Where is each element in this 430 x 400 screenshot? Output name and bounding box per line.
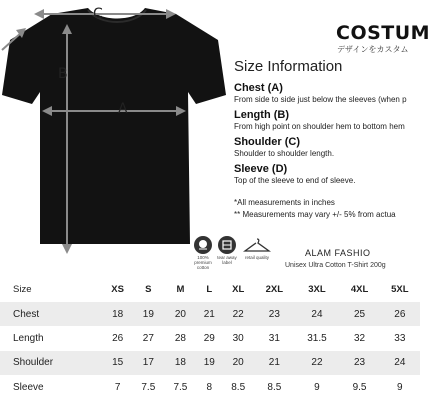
table-header-cell: 2XL	[254, 278, 294, 302]
table-header-cell: XS	[103, 278, 132, 302]
table-row-length	[0, 326, 420, 350]
table-cell: 9	[294, 375, 339, 399]
table-header-row	[0, 278, 420, 302]
sleeve-heading: Sleeve (D)	[234, 163, 288, 175]
table-cell: 24	[294, 302, 339, 326]
table-header-cell: L	[196, 278, 222, 302]
table-cell: 8.5	[254, 375, 294, 399]
table-cell: 7.5	[132, 375, 164, 399]
table-cell: 19	[132, 302, 164, 326]
table-cell: 26	[103, 326, 132, 350]
dimension-label-b: B	[58, 66, 68, 82]
table-cell: 9	[380, 375, 420, 399]
table-cell: 21	[254, 351, 294, 375]
product-brand-line: ALAM FASHIO	[305, 248, 371, 258]
table-cell: 23	[254, 302, 294, 326]
table-cell: Sleeve	[0, 375, 103, 399]
table-row-sleeve	[0, 375, 420, 399]
table-cell: 20	[164, 302, 196, 326]
shoulder-arrowhead-left	[34, 9, 44, 19]
table-row-shoulder	[0, 351, 420, 375]
sleeve-description: Top of the sleeve to end of sleeve.	[234, 176, 356, 185]
measurement-note: *All measurements in inches	[234, 198, 335, 207]
tshirt-illustration	[0, 0, 232, 262]
table-cell: 27	[132, 326, 164, 350]
table-cell: 17	[132, 351, 164, 375]
table-cell: 25	[339, 302, 379, 326]
badge-cotton-label: 100% premium cotton	[194, 255, 212, 270]
shoulder-heading: Shoulder (C)	[234, 136, 300, 148]
table-cell: 31.5	[294, 326, 339, 350]
table-cell: 9.5	[339, 375, 379, 399]
table-cell: 28	[164, 326, 196, 350]
hanger-icon	[241, 236, 273, 255]
table-cell: 33	[380, 326, 420, 350]
table-cell: 22	[222, 302, 254, 326]
table-cell: 24	[380, 351, 420, 375]
table-cell: 23	[339, 351, 379, 375]
table-cell: 18	[164, 351, 196, 375]
table-cell: 31	[254, 326, 294, 350]
brand-subtitle: デザインをカスタム	[337, 45, 409, 54]
table-cell: Length	[0, 326, 103, 350]
length-heading: Length (B)	[234, 109, 289, 121]
table-cell: 15	[103, 351, 132, 375]
table-cell: 18	[103, 302, 132, 326]
table-header-cell: 5XL	[380, 278, 420, 302]
chest-description: From side to side just below the sleeves (when p	[234, 95, 407, 104]
badge-cotton	[190, 236, 216, 270]
dimension-label-c: C	[93, 6, 103, 22]
table-header-cell: Size	[0, 278, 103, 302]
table-header-cell: 4XL	[339, 278, 379, 302]
cotton-icon	[194, 236, 212, 254]
length-arrowhead-bottom	[62, 244, 72, 254]
table-cell: Chest	[0, 302, 103, 326]
table-cell: 30	[222, 326, 254, 350]
badge-retail	[241, 236, 273, 260]
size-chart-table	[0, 278, 420, 400]
table-header-cell: XL	[222, 278, 254, 302]
table-cell: 26	[380, 302, 420, 326]
variance-note: ** Measurements may vary +/- 5% from actua	[234, 210, 396, 219]
length-description: From high point on shoulder hem to bottom hem	[234, 122, 405, 131]
size-info-title: Size Information	[234, 58, 343, 75]
table-row-chest	[0, 302, 420, 326]
table-cell: 8	[196, 375, 222, 399]
table-cell: 8.5	[222, 375, 254, 399]
badge-label-text: tear away label	[217, 255, 237, 265]
table-cell: Shoulder	[0, 351, 103, 375]
table-cell: 22	[294, 351, 339, 375]
table-cell: 7.5	[164, 375, 196, 399]
product-description: Unisex Ultra Cotton T-Shirt 200g	[285, 262, 386, 269]
table-cell: 21	[196, 302, 222, 326]
dimension-label-a: A	[118, 101, 128, 117]
badge-label	[214, 236, 240, 265]
table-header-cell: 3XL	[294, 278, 339, 302]
table-header-cell: M	[164, 278, 196, 302]
table-cell: 29	[196, 326, 222, 350]
badge-retail-label: retail quality	[244, 255, 269, 260]
brand-logo: COSTUM	[336, 22, 430, 44]
table-header-cell: S	[132, 278, 164, 302]
table-cell: 7	[103, 375, 132, 399]
table-cell: 32	[339, 326, 379, 350]
tshirt-shape	[2, 8, 226, 244]
table-cell: 20	[222, 351, 254, 375]
table-cell: 19	[196, 351, 222, 375]
chest-heading: Chest (A)	[234, 82, 283, 94]
tag-icon	[218, 236, 236, 254]
shoulder-description: Shoulder to shoulder length.	[234, 149, 335, 158]
